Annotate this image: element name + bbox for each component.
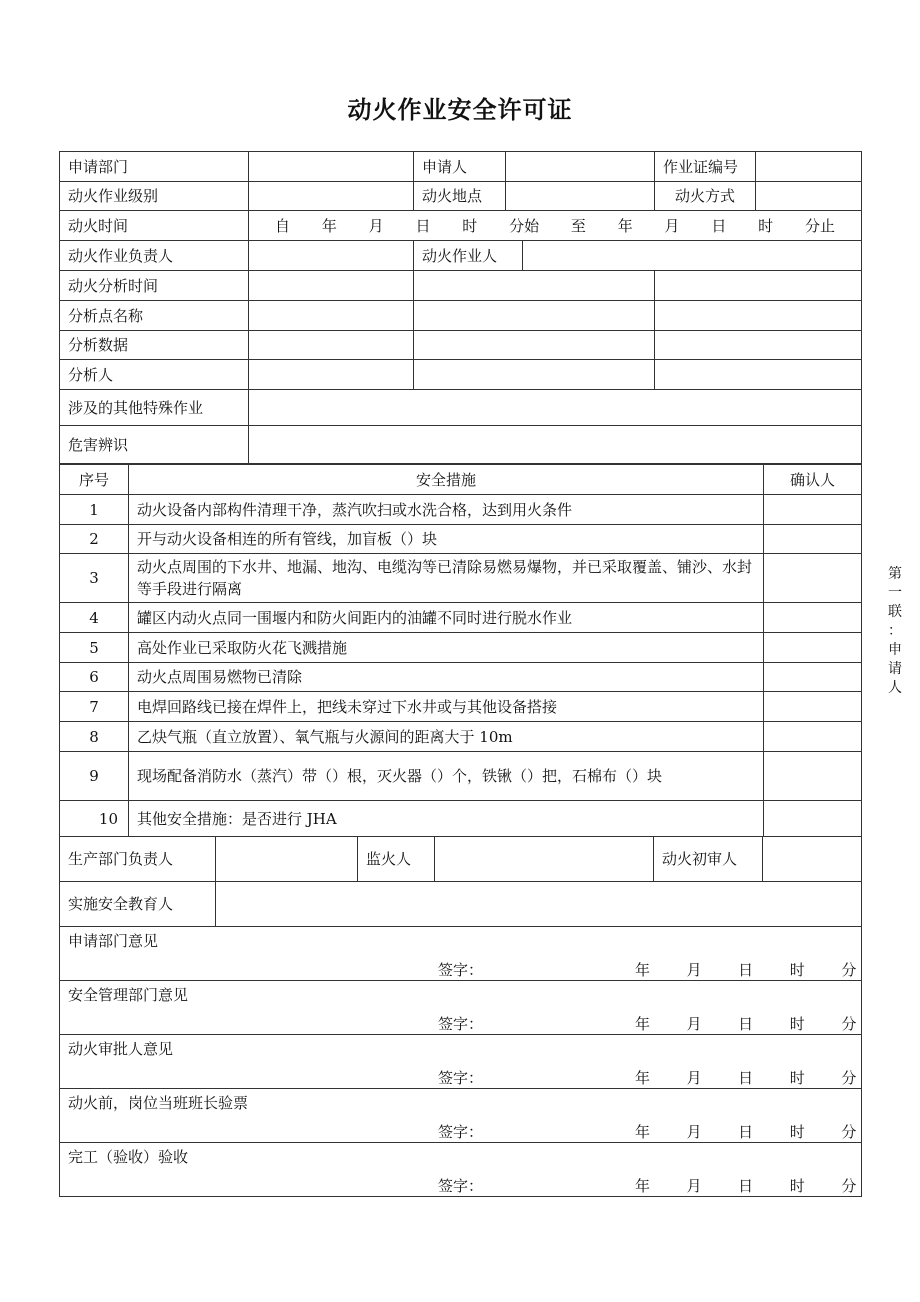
analysis-time-label: 动火分析时间 [60, 271, 249, 301]
opinion-title: 动火前，岗位当班班长验票 [68, 1094, 249, 1112]
method-field[interactable] [756, 182, 862, 211]
measure-text: 高处作业已采取防火花飞溅措施 [129, 633, 764, 663]
analysis-data-field-3[interactable] [655, 331, 862, 360]
worker-field[interactable] [523, 241, 862, 271]
measure-text: 罐区内动火点同一围堰内和防火间距内的油罐不同时进行脱水作业 [129, 603, 764, 633]
opinion-title: 完工（验收）验收 [68, 1148, 189, 1166]
level-label: 动火作业级别 [60, 182, 249, 211]
hour-label: 时 [789, 961, 805, 979]
sign-label: 签字： [438, 1069, 484, 1087]
measure-no: 10 [60, 801, 129, 837]
measure-no: 7 [60, 692, 129, 722]
minute-label: 分 [841, 1177, 857, 1195]
time-unit: 自 [275, 216, 291, 235]
leader-label: 动火作业负责人 [60, 241, 249, 271]
time-unit: 年 [617, 216, 633, 235]
page-title: 动火作业安全许可证 [347, 96, 573, 124]
analyst-field-3[interactable] [655, 360, 862, 390]
sign-date [635, 1176, 856, 1196]
measure-no: 8 [60, 722, 129, 752]
measure-confirm-field[interactable] [764, 525, 862, 554]
copy-note-char: 申 [888, 642, 902, 658]
confirm-header: 确认人 [764, 465, 862, 495]
measure-no: 2 [60, 525, 129, 554]
year-label: 年 [635, 1123, 651, 1141]
permit-info-table [59, 151, 862, 464]
sign-label: 签字： [438, 1123, 484, 1141]
time-unit: 时 [758, 216, 774, 235]
time-unit: 分止 [804, 216, 835, 235]
measure-confirm-field[interactable] [764, 603, 862, 633]
opinion-block[interactable] [60, 927, 862, 981]
prod-leader-field[interactable] [216, 837, 358, 882]
analysis-time-field-2[interactable] [414, 271, 655, 301]
measure-text: 动火点周围的下水井、地漏、地沟、电缆沟等已清除易燃易爆物，并已采取覆盖、铺沙、水封等手段进行隔离 [129, 554, 764, 603]
hazard-field[interactable] [249, 426, 862, 464]
month-label: 月 [686, 1123, 702, 1141]
level-field[interactable] [249, 182, 414, 211]
measure-text: 开与动火设备相连的所有管线，加盲板（）块 [129, 525, 764, 554]
time-sequence [249, 216, 861, 236]
copy-note-char: 请 [888, 661, 902, 677]
copy-note [884, 565, 906, 698]
sign-date [635, 1122, 856, 1142]
location-label: 动火地点 [414, 182, 506, 211]
measure-no: 4 [60, 603, 129, 633]
month-label: 月 [686, 1069, 702, 1087]
measure-no: 3 [60, 554, 129, 603]
analysis-data-field-2[interactable] [414, 331, 655, 360]
time-unit: 日 [711, 216, 727, 235]
month-label: 月 [686, 961, 702, 979]
hour-label: 时 [789, 1069, 805, 1087]
worker-label: 动火作业人 [414, 241, 523, 271]
analysis-point-label: 分析点名称 [60, 301, 249, 331]
analysis-data-field-1[interactable] [249, 331, 414, 360]
first-reviewer-label: 动火初审人 [654, 837, 763, 882]
measure-confirm-field[interactable] [764, 633, 862, 663]
copy-note-char: 一 [888, 585, 902, 601]
day-label: 日 [738, 1069, 754, 1087]
measure-confirm-field[interactable] [764, 752, 862, 801]
day-label: 日 [738, 1177, 754, 1195]
minute-label: 分 [841, 1069, 857, 1087]
other-special-label: 涉及的其他特殊作业 [60, 390, 249, 426]
opinion-block[interactable] [60, 1035, 862, 1089]
measure-confirm-field[interactable] [764, 801, 862, 837]
personnel-table [59, 836, 862, 927]
measure-confirm-field[interactable] [764, 722, 862, 752]
measure-confirm-field[interactable] [764, 495, 862, 525]
opinion-block[interactable] [60, 1089, 862, 1143]
measure-text: 现场配备消防水（蒸汽）带（）根，灭火器（）个，铁锹（）把，石棉布（）块 [129, 752, 764, 801]
sign-date [635, 960, 856, 980]
measure-text: 乙炔气瓶（直立放置）、氧气瓶与火源间的距离大于 10m [129, 722, 764, 752]
hazard-label: 危害辨识 [60, 426, 249, 464]
applicant-field[interactable] [506, 152, 655, 182]
measure-no: 6 [60, 663, 129, 692]
time-unit: 日 [415, 216, 431, 235]
apply-dept-label: 申请部门 [60, 152, 249, 182]
analysis-time-field-3[interactable] [655, 271, 862, 301]
sign-label: 签字： [438, 1177, 484, 1195]
safety-educator-label: 实施安全教育人 [60, 882, 216, 927]
opinion-title: 申请部门意见 [68, 932, 159, 950]
measure-confirm-field[interactable] [764, 554, 862, 603]
sign-date [635, 1014, 856, 1034]
hour-label: 时 [789, 1177, 805, 1195]
opinions-table [59, 926, 862, 1197]
sign-date [635, 1068, 856, 1088]
permit-no-label: 作业证编号 [655, 152, 756, 182]
opinion-block[interactable] [60, 981, 862, 1035]
measure-no: 1 [60, 495, 129, 525]
safety-educator-field[interactable] [216, 882, 862, 927]
copy-note-char: 第 [888, 566, 902, 582]
time-unit: 分始 [509, 216, 540, 235]
opinion-title: 安全管理部门意见 [68, 986, 189, 1004]
analyst-label: 分析人 [60, 360, 249, 390]
measure-no: 5 [60, 633, 129, 663]
hour-label: 时 [789, 1015, 805, 1033]
analysis-point-field-1[interactable] [249, 301, 414, 331]
measure-confirm-field[interactable] [764, 663, 862, 692]
time-label: 动火时间 [60, 211, 249, 241]
year-label: 年 [635, 1069, 651, 1087]
minute-label: 分 [841, 1123, 857, 1141]
measure-confirm-field[interactable] [764, 692, 862, 722]
sign-label: 签字： [438, 961, 484, 979]
copy-note-char: 联 [888, 604, 902, 620]
permit-no-field[interactable] [756, 152, 862, 182]
year-label: 年 [635, 1015, 651, 1033]
seq-header: 序号 [60, 465, 129, 495]
measure-header: 安全措施 [129, 465, 764, 495]
time-unit: 时 [462, 216, 478, 235]
location-field[interactable] [506, 182, 655, 211]
year-label: 年 [635, 1177, 651, 1195]
day-label: 日 [738, 1123, 754, 1141]
copy-note-char: ： [888, 623, 902, 639]
analysis-data-label: 分析数据 [60, 331, 249, 360]
time-field[interactable] [249, 211, 862, 241]
fire-watcher-label: 监火人 [358, 837, 435, 882]
measure-text: 动火点周围易燃物已清除 [129, 663, 764, 692]
other-special-field[interactable] [249, 390, 862, 426]
measure-text: 电焊回路线已接在焊件上，把线未穿过下水井或与其他设备搭接 [129, 692, 764, 722]
measure-text: 动火设备内部构件清理干净，蒸汽吹扫或水洗合格，达到用火条件 [129, 495, 764, 525]
copy-note-char: 人 [888, 680, 902, 696]
applicant-label: 申请人 [414, 152, 506, 182]
fire-watcher-field[interactable] [435, 837, 654, 882]
leader-field[interactable] [249, 241, 414, 271]
day-label: 日 [738, 1015, 754, 1033]
month-label: 月 [686, 1015, 702, 1033]
minute-label: 分 [841, 1015, 857, 1033]
month-label: 月 [686, 1177, 702, 1195]
analyst-field-2[interactable] [414, 360, 655, 390]
measure-text: 其他安全措施：是否进行 JHA [129, 801, 764, 837]
analyst-field-1[interactable] [249, 360, 414, 390]
opinion-title: 动火审批人意见 [68, 1040, 174, 1058]
time-unit: 年 [321, 216, 337, 235]
first-reviewer-field[interactable] [763, 837, 862, 882]
time-unit: 月 [368, 216, 384, 235]
time-unit: 至 [570, 216, 586, 235]
measure-no: 9 [60, 752, 129, 801]
sign-label: 签字： [438, 1015, 484, 1033]
year-label: 年 [635, 961, 651, 979]
time-unit: 月 [664, 216, 680, 235]
analysis-time-field-1[interactable] [249, 271, 414, 301]
opinion-block[interactable] [60, 1143, 862, 1197]
day-label: 日 [738, 961, 754, 979]
prod-leader-label: 生产部门负责人 [60, 837, 216, 882]
minute-label: 分 [841, 961, 857, 979]
analysis-point-field-3[interactable] [655, 301, 862, 331]
analysis-point-field-2[interactable] [414, 301, 655, 331]
hour-label: 时 [789, 1123, 805, 1141]
safety-measures-table [59, 464, 862, 837]
apply-dept-field[interactable] [249, 152, 414, 182]
method-label: 动火方式 [655, 182, 756, 211]
